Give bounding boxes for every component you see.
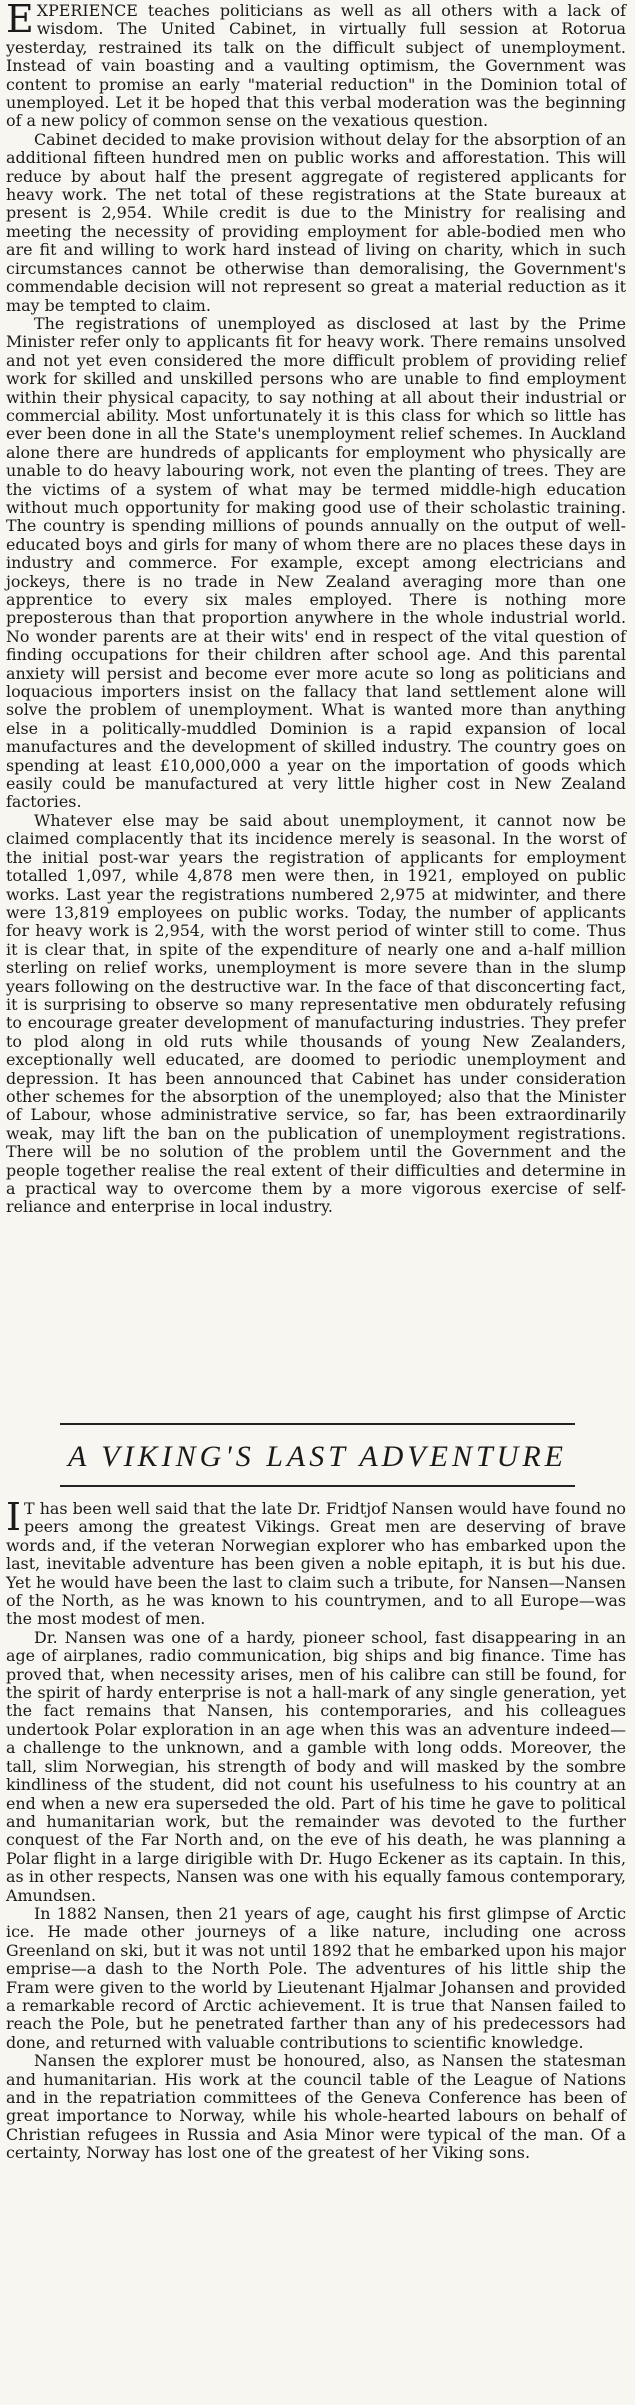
article-paragraph: Whatever else may be said about unemployment, it cannot now be claimed complacently that its incidence merely is seasonal. In the worst of the initial post-war years the registration of applicants for employment totalled 1,097, while 4,878 men were then, in 1921, employed on public works. Last year the registrations numbered 2,975 at midwinter, and there were 13,819 employees on public works. Today, the number of applicants for heavy work is 2,954, with the worst period of winter still to come. Thus it is clear that, in spite of the expenditure of nearly one and a-half million sterling on relief works, unemployment is more severe than in the slump years following on the destructive war. In the face of that disconcerting fact, it is surprising to observe so many representative men obdurately refusing to encourage greater development of manufacturing industries. They prefer to plod along in old ruts while thousands of young New Zealanders, exceptionally well educated, are doomed to periodic unemployment and depression. It has been announced that Cabinet has under consideration other schemes for the absorption of the unemployed; also that the Minister of Labour, whose administrative service, so far, has been extraordinarily weak, may lift the ban on the publication of unemployment registrations. There will be no solution of the problem until the Government and the people together realise the real extent of their difficulties and determine in a practical way to overcome them by a more vigorous exercise of self-reliance and enterprise in local industry. bbox=[6, 810, 626, 1217]
article-paragraph: Cabinet decided to make provision without delay for the absorption of an additional fifteen hundred men on public works and afforestation. This will reduce by about half the present aggregate of registered applicants for heavy work. The net total of these registrations at the State bureaux at present is 2,954. While credit is due to the Ministry for realising and meeting the necessity of providing employment for able-bodied men who are fit and willing to work hard instead of living on charity, which in such circumstances cannot be otherwise than demoralising, the Government's commendable decision will not represent so great a material reduction as it may be tempted to claim. bbox=[6, 129, 626, 315]
editorial-unemployment bbox=[6, 2, 626, 1217]
headline: A VIKING'S LAST ADVENTURE bbox=[68, 1440, 567, 1473]
article-paragraph: Nansen the explorer must be honoured, also, as Nansen the statesman and humanitarian. His work at the council table of the League of Nations and in the repatriation committees of the Geneva Conference has been of great importance to Norway, while his whole-hearted labours on behalf of Christian refugees in Russia and Asia Minor were typical of the man. Of a certainty, Norway has lost one of the greatest of her Viking sons. bbox=[6, 2051, 626, 2163]
paragraph-text: T has been well said that the late Dr. Fridtjof Nansen would have found no peers among the greatest Vikings. Great men are deserving of brave words and, if the veteran Norwegian explorer who has embarked upon the last, inevitable adventure has been given a noble epitaph, it is but his due. Yet he would have been the last to claim such a tribute, for Nansen—Nansen of the North, as he was known to his countrymen, and to all Europe—was the most modest of men. bbox=[6, 1499, 626, 1629]
section-divider-top bbox=[60, 1423, 575, 1425]
drop-cap: E bbox=[6, 0, 34, 41]
article-paragraph: Dr. Nansen was one of a hardy, pioneer school, fast disappearing in an age of airplanes, radio communication, big ships and big finance. Time has proved that, when necessity arises, men of his calibre can still be found, for the spirit of hardy enterprise is not a hall-mark of any single generation, yet the fact remains that Nansen, his contemporaries, and his colleagues undertook Polar exploration in an age when this was an adventure indeed—a challenge to the unknown, and a gamble with long odds. Moreover, the tall, slim Norwegian, his strength of body and will masked by the sombre kindliness of the student, did not count his usefulness to his country at an end when a new era superseded the old. Part of his time he gave to political and humanitarian work, but the remainder was devoted to the further conquest of the Far North and, on the eve of his death, he was planning a Polar flight in a large dirigible with Dr. Hugo Eckener as its captain. In this, as in other respects, Nansen was one with his equally famous contemporary, Amundsen. bbox=[6, 1627, 626, 1905]
paragraph-text: XPERIENCE teaches politicians as well as all others with a lack of wisdom. The United Cabinet, in virtually full session at Rotorua yesterday, restrained its talk on the difficult subject of unemployment. Instead of vain boasting and a vaulting optimism, the Government was content to promise an early "material reduction" in the Dominion total of unemployed. Let it be hoped that this verbal moderation was the beginning of a new policy of common sense on the vexatious question. bbox=[6, 1, 626, 131]
editorial-nansen bbox=[6, 1495, 626, 2163]
drop-cap: I bbox=[6, 1495, 22, 1539]
article-paragraph: The registrations of unemployed as disclosed at last by the Prime Minister refer only to applicants fit for heavy work. There remains unsolved and not yet even considered the more difficult problem of providing relief work for skilled and unskilled persons who are unable to find employment within their physical capacity, to say nothing at all about their industrial or commercial ability. Most unfortunately it is this class for which so little has ever been done in all the State's unemployment relief schemes. In Auckland alone there are hundreds of applicants for employment who physically are unable to do heavy labouring work, not even the planting of trees. They are the victims of a system of what may be termed middle-high education without much opportunity for making good use of their scholastic training. The country is spending millions of pounds annually on the output of well-educated boys and girls for many of whom there are no places these days in industry and commerce. For example, except among electricians and jockeys, there is no trade in New Zealand averaging more than one apprentice to every six males employed. There is nothing more preposterous than that proportion anywhere in the whole industrial world. No wonder parents are at their wits' end in respect of the vital question of finding occupations for their children after school age. And this parental anxiety will persist and become ever more acute so long as politicians and loquacious importers insist on the fallacy that land settlement alone will solve the problem of unemployment. What is wanted more than anything else in a politically-muddled Dominion is a rapid expansion of local manufactures and the development of skilled industry. The country goes on spending at least £10,000,000 a year on the importation of goods which easily could be manufactured at very little higher cost in New Zealand factories. bbox=[6, 313, 626, 812]
article-paragraph: In 1882 Nansen, then 21 years of age, caught his first glimpse of Arctic ice. He made other journeys of a like nature, including one across Greenland on ski, but it was not until 1892 that he embarked upon his major emprise—a dash to the North Pole. The adventures of his little ship the Fram were given to the world by Lieutenant Hjalmar Johansen and provided a remarkable record of Arctic achievement. It is true that Nansen failed to reach the Pole, but he penetrated farther than any of his predecessors had done, and returned with valuable contributions to scientific knowledge. bbox=[6, 1903, 626, 2052]
section-divider-bottom bbox=[60, 1485, 575, 1487]
article-paragraph bbox=[6, 1495, 626, 1629]
article-paragraph bbox=[6, 2, 626, 131]
